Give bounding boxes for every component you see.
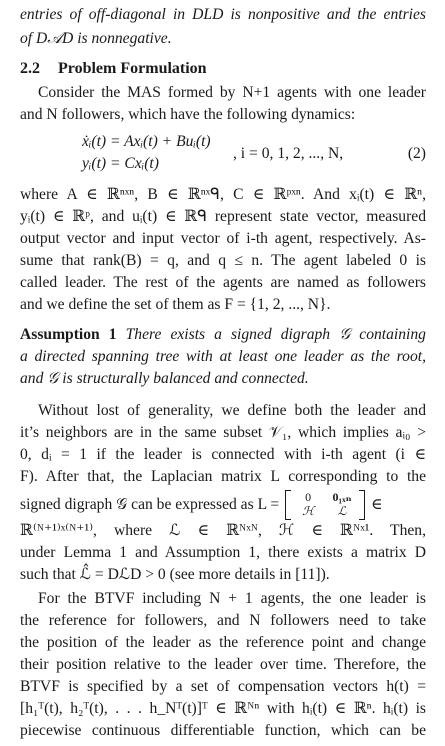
equation-2 [20,131,426,181]
assumption-text-1: There exists a signed digraph 𝒢 containing [125,326,426,343]
para2-line-6: and we define the set of them as F = {1, 2, ..., N}. [20,296,331,313]
equation-row-1: ẋᵢ(t) = Axᵢ(t) + Buᵢ(t) [82,133,211,150]
para2-line-4: sume that rank(B) = q, and q ≤ n. The agent labeled 0 is [20,252,426,269]
equation-row-2: yᵢ(t) = Cxᵢ(t) [82,155,159,172]
assumption-label: Assumption 1 [20,326,117,343]
para4-line-7: piecewise continuous differentiable function, which can be [20,722,426,739]
para1-line-1: Consider the MAS formed by N+1 agents with one leader [38,84,426,101]
matrix-left-bracket [285,490,291,520]
para2-line-2: yᵢ(t) ∈ ℝᵖ, and uᵢ(t) ∈ ℝᑫ represent state vector, measured [20,208,426,225]
para1-line-2: and N followers, which have the following dynamics: [20,106,356,123]
section-number: 2.2 [20,60,40,77]
assumption-line-1 [20,324,426,346]
para3-line-8: such that ℒ̂ = DℒD > 0 (see more details in [11]). [20,566,330,583]
laplacian-in: ∈ [371,496,383,513]
matrix-a21: ℋ [302,504,315,519]
equation-condition: , i = 0, 1, 2, ..., N, [233,145,344,162]
para2-line-1: where A ∈ ℝⁿˣⁿ, B ∈ ℝⁿˣᑫ, C ∈ ℝᵖˣⁿ. And xᵢ(t) ∈ ℝⁿ, [20,186,426,203]
para4-line-3: the position of the leader as the reference point and change [20,634,426,651]
section-heading [20,58,426,80]
intro-line-1: entries of off-diagonal in DLD is nonpositive and the entries [20,6,426,23]
assumption-line-3: and 𝒢 is structurally balanced and connected. [20,370,309,387]
para4-line-6: [h₁ᵀ(t), h₂ᵀ(t), . . . h_Nᵀ(t)]ᵀ ∈ ℝᴺⁿ with hᵢ(t) ∈ ℝⁿ. hᵢ(t) is [20,700,426,717]
assumption-line-2: a directed spanning tree with at least one leader as the root, [20,348,426,365]
laplacian-text: signed digraph 𝒢 can be expressed as L = [20,496,280,513]
para4-line-1: For the BTVF including N + 1 agents, the one leader is [38,590,426,607]
para3-line-2: it’s neighbors are in the same subset 𝒱₁, which implies aᵢ₀ > [20,424,426,441]
para3-line-1: Without lost of generality, we define both the leader and [38,402,426,419]
para3-line-6: ℝ⁽ᴺ⁺¹⁾ˣ⁽ᴺ⁺¹⁾, where ℒ ∈ ℝᴺˣᴺ, ℋ ∈ ℝᴺˣ¹. Then, [20,522,426,539]
matrix-a11: 0 [305,490,312,505]
para2-line-5: called leader. The rest of the agents are named as followers [20,274,426,291]
equation-number: (2) [407,145,426,162]
laplacian-matrix [285,490,365,520]
para4-line-4: their position relative to the leader over time. Therefore, the [20,656,426,673]
para3-line-5 [20,490,426,520]
para4-line-5: BTVF is specified by a set of compensation vectors h(t) = [20,678,426,695]
para3-line-7: under Lemma 1 and Assumption 1, there exists a matrix D [20,544,426,561]
para3-line-3: 0, dᵢ = 1 if the leader is connected with i-th agent (i ∈ [20,446,426,463]
matrix-right-bracket [359,490,365,520]
para2-line-3: output vector and input vector of i-th agent, respectively. As- [20,230,426,247]
matrix-a22: ℒ [337,504,347,519]
para4-line-2: the reference for followers, and N followers need to take [20,612,426,629]
section-title: Problem Formulation [58,60,207,77]
para3-line-4: F). After that, the Laplacian matrix L corresponding to the [20,468,426,485]
matrix-a12: 0₁ₓₙ [332,490,352,505]
intro-line-2: of D𝒜D is nonnegative. [20,30,172,47]
